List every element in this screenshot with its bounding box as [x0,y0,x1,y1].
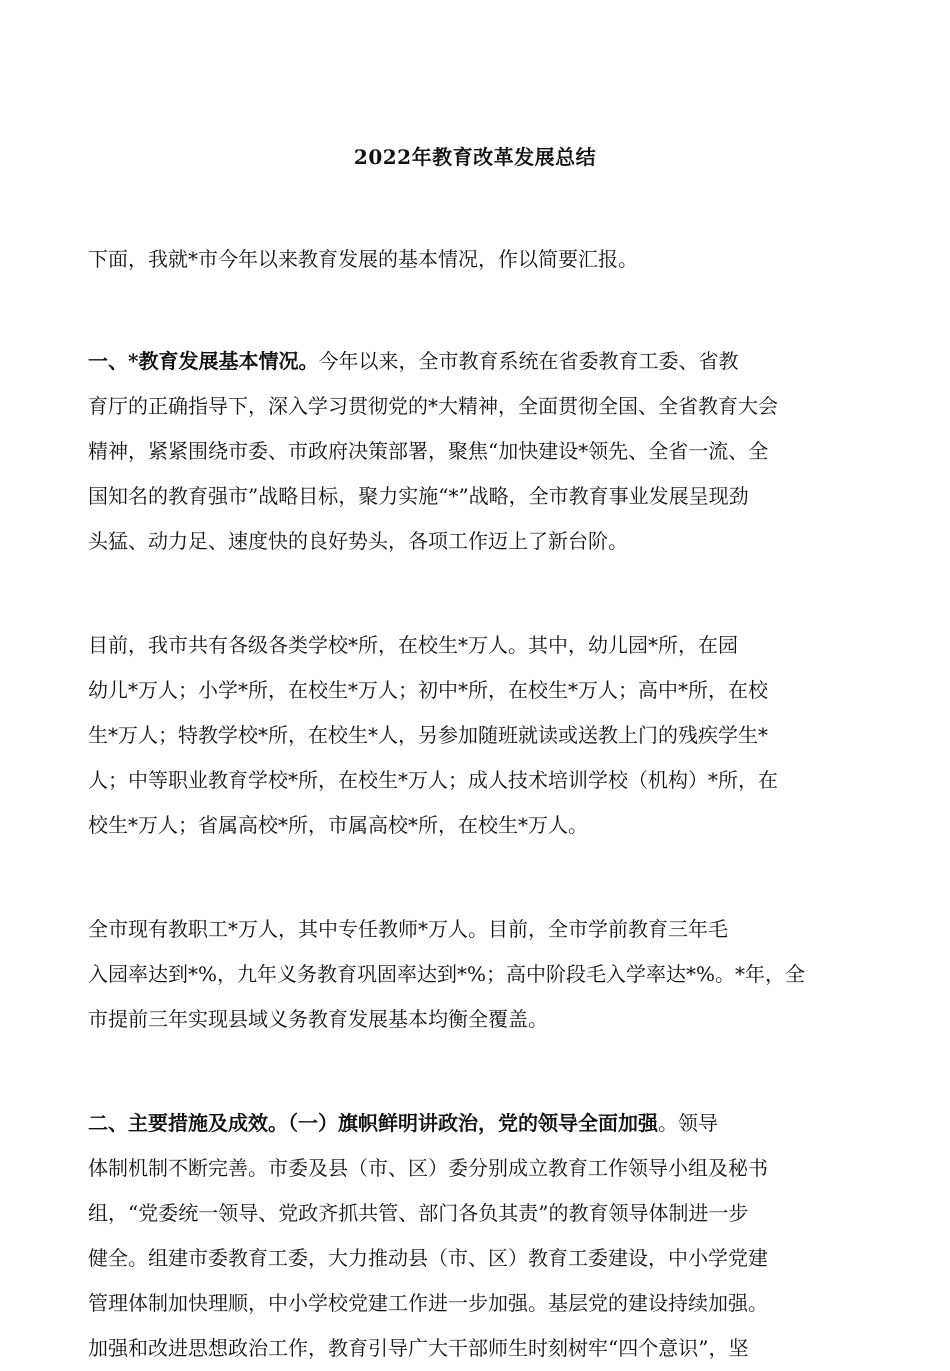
paragraph-text: 今年以来，全市教育系统在省委教育工委、省教 育厅的正确指导下，深入学习贯彻党的*大精神，全面贯彻全国、全省教育大会 精神，紧紧围绕市委、市政府决策部署，聚焦“加快建设*领先、全省一流、全 国知名的教育强市”战略目标，聚力实施“*”战略，全市教育事业发展呈现劲 头猛、动力足、速度快的良好势头，各项工作迈上了新台阶。 [88,349,778,553]
paragraph-text: 。领导 体制机制不断完善。市委及县（市、区）委分别成立教育工作领导小组及秘书 组，“党委统一领导、党政齐抓共管、部门各负其责”的教育领导体制进一步 健全。组建市委教育工委，大力推动县（市、区）教育工委建设，中小学党建 管理体制加快理顺，中小学校党建工作进一步加强。基层党的建设持续加强。 加强和改进思想政治工作，教育引导广大干部师生时刻树牢“四个意识”，坚 [88,1111,768,1360]
paragraph-lead: 二、主要措施及成效。（一）旗帜鲜明讲政治，党的领导全面加强 [88,1111,658,1135]
paragraph-intro [88,192,864,282]
paragraph-staff [88,862,864,1042]
paragraph-schools [88,578,864,848]
paragraph-section-2 [88,1056,864,1371]
paragraph-lead: 一、*教育发展基本情况。 [88,349,319,373]
paragraph-text: 目前，我市共有各级各类学校*所，在校生*万人。其中，幼儿园*所，在园 幼儿*万人；小学*所，在校生*万人；初中*所，在校生*万人；高中*所，在校 生*万人；特教学校*所，在校生*人，另参加随班就读或送教上门的残疾学生* 人；中等职业教育学校*所，在校生*万人；成人技术培训学校（机构）*所，在 校生*万人；省属高校*所，市属高校*所，在校生*万人。 [88,633,778,837]
paragraph-text: 全市现有教职工*万人，其中专任教师*万人。目前，全市学前教育三年毛 入园率达到*%，九年义务教育巩固率达到*%；高中阶段毛入学率达*%。*年，全 市提前三年实现县域义务教育发展基本均衡全覆盖。 [88,917,806,1031]
paragraph-text: 下面，我就*市今年以来教育发展的基本情况，作以简要汇报。 [88,247,638,271]
paragraph-section-1 [88,294,864,564]
document-body [88,192,864,1371]
document-title: 2022年教育改革发展总结 [353,145,597,169]
